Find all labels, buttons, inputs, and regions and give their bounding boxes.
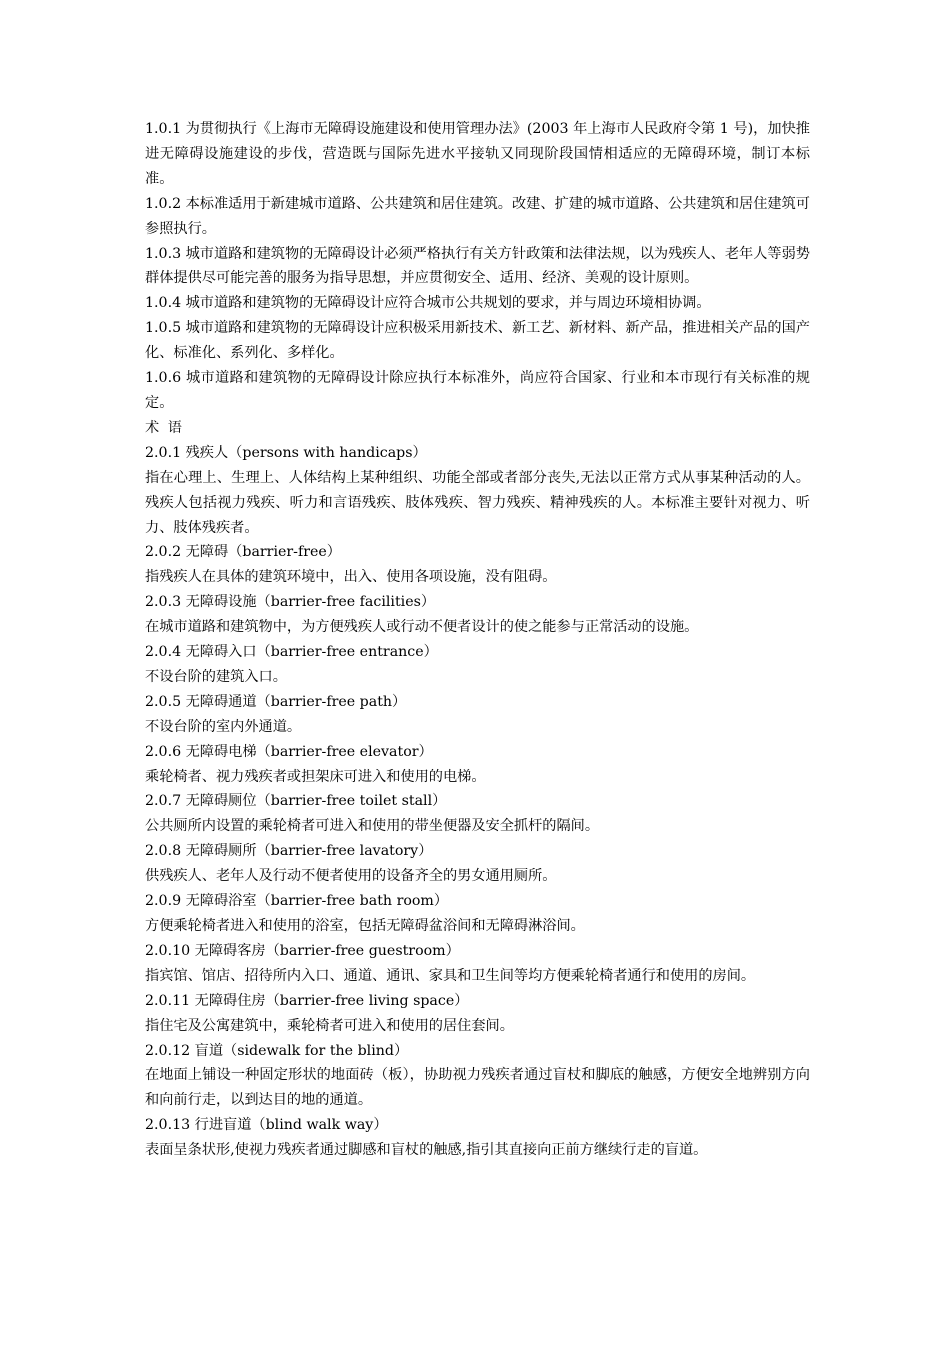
term-title: 2.0.10 无障碍客房（barrier-free guestroom） (145, 942, 460, 959)
term-title: 2.0.4 无障碍入口（barrier-free entrance） (145, 644, 438, 661)
term-definition: 乘轮椅者、视力残疾者或担架床可进入和使用的电梯。 (145, 768, 486, 785)
clause-1-0-1: 1.0.1 为贯彻执行《上海市无障碍设施建设和使用管理办法》(2003 年上海市人民政府令第 1 号)，加快推进无障碍设施建设的步伐，营造既与国际先进水平接轨又同现阶段国情相适应的无障碍环境，制订本标准。 (145, 121, 810, 187)
term-definition: 指住宅及公寓建筑中，乘轮椅者可进入和使用的居住套间。 (145, 1017, 514, 1034)
clause-1-0-3: 1.0.3 城市道路和建筑物的无障碍设计必须严格执行有关方针政策和法律法规，以为残疾人、老年人等弱势群体提供尽可能完善的服务为指导思想，并应贯彻安全、适用、经济、美观的设计原则。 (145, 245, 810, 287)
term-title: 2.0.5 无障碍通道（barrier-free path） (145, 693, 407, 710)
term-title: 2.0.13 行进盲道（blind walk way） (145, 1117, 388, 1134)
clause-1-0-2: 1.0.2 本标准适用于新建城市道路、公共建筑和居住建筑。改建、扩建的城市道路、公共建筑和居住建筑可参照执行。 (145, 195, 810, 237)
term-title: 2.0.6 无障碍电梯（barrier-free elevator） (145, 743, 433, 760)
term-definition: 指宾馆、馆店、招待所内入口、通道、通讯、家具和卫生间等均方便乘轮椅者通行和使用的房间。 (145, 967, 756, 984)
term-definition: 在城市道路和建筑物中，为方便残疾人或行动不便者设计的使之能参与正常活动的设施。 (145, 619, 699, 636)
term-title: 2.0.8 无障碍厕所（barrier-free lavatory） (145, 843, 433, 860)
term-definition: 指在心理上、生理上、人体结构上某种组织、功能全部或者部分丧失,无法以正常方式从事某种活动的人。残疾人包括视力残疾、听力和言语残疾、肢体残疾、智力残疾、精神残疾的人。本标准主要针对视力、听力、肢体残疾者。 (145, 469, 810, 536)
term-title: 2.0.9 无障碍浴室（barrier-free bath room） (145, 893, 449, 910)
term-title: 2.0.3 无障碍设施（barrier-free facilities） (145, 594, 436, 611)
term-title: 2.0.2 无障碍（barrier-free） (145, 544, 341, 561)
clause-1-0-5: 1.0.5 城市道路和建筑物的无障碍设计应积极采用新技术、新工艺、新材料、新产品，推进相关产品的国产化、标准化、系列化、多样化。 (145, 320, 810, 362)
section-heading-terms: 术 语 (145, 419, 184, 436)
term-title: 2.0.7 无障碍厕位（barrier-free toilet stall） (145, 793, 447, 810)
term-definition: 供残疾人、老年人及行动不便者使用的设备齐全的男女通用厕所。 (145, 868, 557, 885)
term-definition: 方便乘轮椅者进入和使用的浴室，包括无障碍盆浴间和无障碍淋浴间。 (145, 918, 585, 934)
term-title: 2.0.11 无障碍住房（barrier-free living space） (145, 992, 469, 1009)
term-definition: 不设台阶的室内外通道。 (145, 718, 302, 735)
clause-1-0-4: 1.0.4 城市道路和建筑物的无障碍设计应符合城市公共规划的要求，并与周边环境相协调。 (145, 295, 711, 312)
clause-1-0-6: 1.0.6 城市道路和建筑物的无障碍设计除应执行本标准外，尚应符合国家、行业和本市现行有关标准的规定。 (145, 370, 810, 411)
term-definition: 指残疾人在具体的建筑环境中，出入、使用各项设施，没有阻碍。 (145, 569, 557, 586)
document-page (145, 117, 810, 1163)
term-title: 2.0.12 盲道（sidewalk for the blind） (145, 1042, 409, 1059)
term-definition: 不设台阶的建筑入口。 (145, 668, 287, 685)
term-definition: 公共厕所内设置的乘轮椅者可进入和使用的带坐便器及安全抓杆的隔间。 (145, 818, 600, 835)
term-definition: 在地面上铺设一种固定形状的地面砖（板），协助视力残疾者通过盲杖和脚底的触感，方便安全地辨别方向和向前行走，以到达目的地的通道。 (145, 1067, 810, 1109)
term-title: 2.0.1 残疾人（persons with handicaps） (145, 444, 427, 461)
term-definition: 表面呈条状形,使视力残疾者通过脚感和盲杖的触感,指引其直接向正前方继续行走的盲道。 (145, 1142, 708, 1159)
